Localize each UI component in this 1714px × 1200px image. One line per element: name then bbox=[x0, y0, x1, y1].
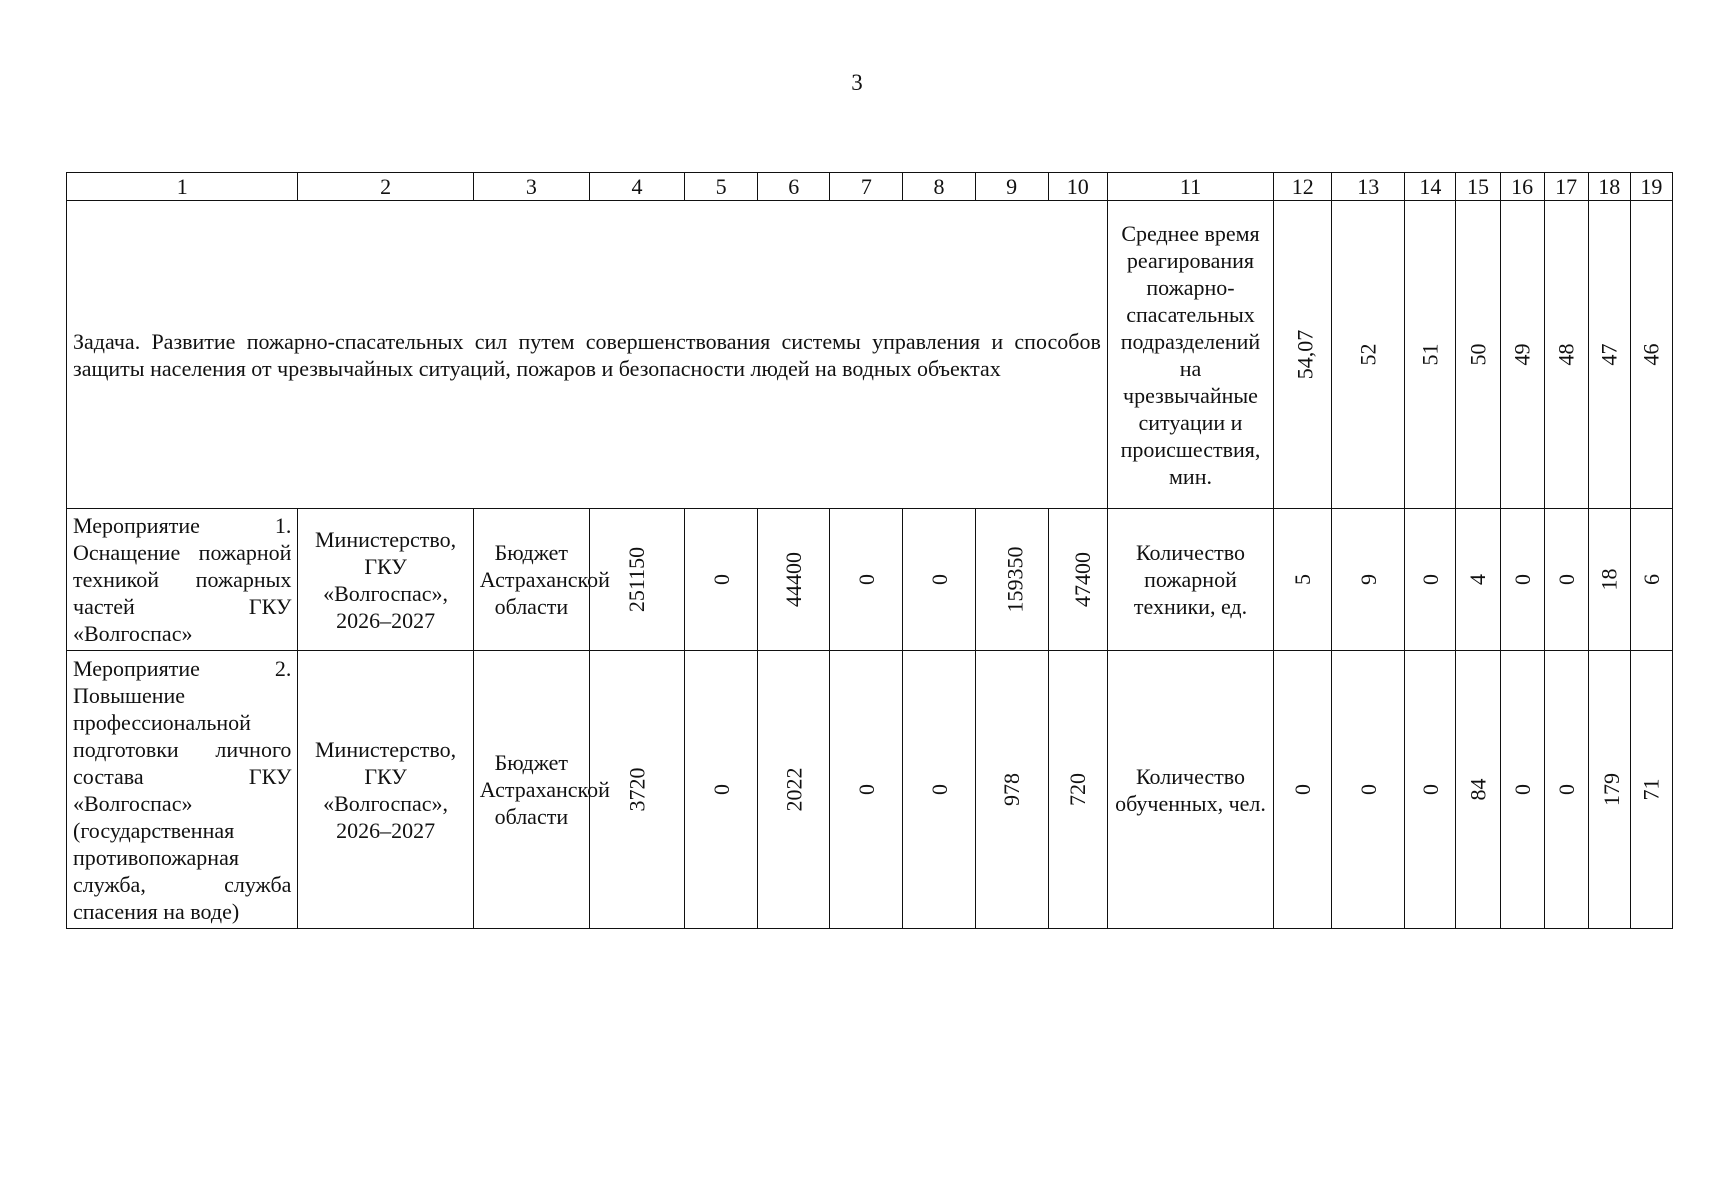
finance-value: 0 bbox=[853, 574, 879, 585]
indicator-value-cell bbox=[1588, 509, 1630, 651]
column-number: 9 bbox=[975, 173, 1048, 201]
indicator-value: 47 bbox=[1596, 343, 1622, 366]
activity-executor: Министерство, ГКУ «Волгоспас», 2026–2027 bbox=[298, 509, 473, 651]
column-number: 11 bbox=[1107, 173, 1273, 201]
activity-funding-source: Бюджет Астраханской области bbox=[473, 651, 589, 929]
column-number: 16 bbox=[1500, 173, 1544, 201]
indicator-value-cell bbox=[1274, 201, 1332, 509]
finance-cell bbox=[975, 509, 1048, 651]
activity-funding-source: Бюджет Астраханской области bbox=[473, 509, 589, 651]
finance-cell bbox=[685, 509, 758, 651]
task-row bbox=[67, 201, 1673, 509]
indicator-value-cell bbox=[1588, 201, 1630, 509]
finance-cell bbox=[685, 651, 758, 929]
finance-cell bbox=[830, 509, 903, 651]
indicator-value: 0 bbox=[1553, 784, 1579, 795]
indicator-value-cell bbox=[1544, 651, 1588, 929]
finance-value: 2022 bbox=[781, 767, 807, 812]
activity-indicator: Количество обученных, чел. bbox=[1107, 651, 1273, 929]
finance-value: 47400 bbox=[1069, 552, 1095, 607]
indicator-value: 0 bbox=[1509, 574, 1535, 585]
activity-indicator: Количество пожарной техники, ед. bbox=[1107, 509, 1273, 651]
indicator-value-cell bbox=[1588, 651, 1630, 929]
finance-cell bbox=[903, 509, 975, 651]
column-number: 2 bbox=[298, 173, 473, 201]
indicator-value-cell bbox=[1500, 509, 1544, 651]
indicator-value-cell bbox=[1274, 509, 1332, 651]
column-number: 14 bbox=[1405, 173, 1456, 201]
indicator-value-cell bbox=[1544, 509, 1588, 651]
finance-cell bbox=[589, 509, 684, 651]
indicator-value: 52 bbox=[1355, 343, 1381, 366]
indicator-value-cell bbox=[1332, 651, 1405, 929]
column-number: 19 bbox=[1630, 173, 1672, 201]
indicator-value-cell bbox=[1630, 509, 1672, 651]
finance-value: 159350 bbox=[1002, 546, 1028, 613]
indicator-value-cell bbox=[1332, 201, 1405, 509]
indicator-value-cell bbox=[1630, 201, 1672, 509]
indicator-value: 46 bbox=[1638, 343, 1664, 366]
indicator-value-cell bbox=[1332, 509, 1405, 651]
column-number: 18 bbox=[1588, 173, 1630, 201]
column-number: 6 bbox=[758, 173, 830, 201]
finance-cell bbox=[758, 509, 830, 651]
column-number: 12 bbox=[1274, 173, 1332, 201]
indicator-value-cell bbox=[1405, 201, 1456, 509]
indicator-value-cell bbox=[1274, 651, 1332, 929]
indicator-value: 71 bbox=[1638, 778, 1664, 801]
indicator-value: 51 bbox=[1417, 343, 1443, 366]
column-number: 8 bbox=[903, 173, 975, 201]
finance-value: 978 bbox=[999, 773, 1025, 806]
finance-cell bbox=[758, 651, 830, 929]
indicator-value: 18 bbox=[1596, 568, 1622, 591]
indicator-value-cell bbox=[1500, 201, 1544, 509]
indicator-value-cell bbox=[1405, 651, 1456, 929]
column-number: 17 bbox=[1544, 173, 1588, 201]
indicator-value-cell bbox=[1456, 509, 1500, 651]
column-number-row bbox=[67, 173, 1673, 201]
activity-name: Мероприятие 1. Оснащение пожарной техникой пожарных частей ГКУ «Волгоспас» bbox=[67, 509, 298, 651]
indicator-value: 84 bbox=[1465, 778, 1491, 801]
indicator-value: 0 bbox=[1509, 784, 1535, 795]
indicator-value: 4 bbox=[1465, 574, 1491, 585]
indicator-value: 9 bbox=[1355, 574, 1381, 585]
indicator-value: 54,07 bbox=[1292, 329, 1318, 380]
column-number: 1 bbox=[67, 173, 298, 201]
finance-cell bbox=[1048, 651, 1107, 929]
finance-cell bbox=[903, 651, 975, 929]
finance-value: 0 bbox=[708, 574, 734, 585]
indicator-value: 6 bbox=[1638, 574, 1664, 585]
indicator-value: 48 bbox=[1553, 343, 1579, 366]
finance-value: 3720 bbox=[624, 767, 650, 812]
indicator-value-cell bbox=[1456, 201, 1500, 509]
indicator-value: 0 bbox=[1355, 784, 1381, 795]
finance-cell bbox=[1048, 509, 1107, 651]
indicator-value: 0 bbox=[1553, 574, 1579, 585]
indicator-value: 5 bbox=[1290, 574, 1316, 585]
indicator-value-cell bbox=[1405, 509, 1456, 651]
finance-value: 720 bbox=[1065, 773, 1091, 806]
finance-value: 0 bbox=[853, 784, 879, 795]
column-number: 5 bbox=[685, 173, 758, 201]
finance-cell bbox=[830, 651, 903, 929]
finance-value: 0 bbox=[926, 784, 952, 795]
column-number: 7 bbox=[830, 173, 903, 201]
page-number: 3 bbox=[851, 70, 863, 95]
program-table bbox=[66, 172, 1673, 929]
finance-value: 251150 bbox=[624, 546, 650, 613]
task-indicator: Среднее время реагирования пожарно-спасательных подразделений на чрезвычайные ситуации и происшествия, мин. bbox=[1107, 201, 1273, 509]
indicator-value-cell bbox=[1630, 651, 1672, 929]
indicator-value-cell bbox=[1544, 201, 1588, 509]
column-number: 13 bbox=[1332, 173, 1405, 201]
indicator-value: 0 bbox=[1417, 784, 1443, 795]
column-number: 10 bbox=[1048, 173, 1107, 201]
indicator-value: 179 bbox=[1598, 773, 1624, 806]
task-description: Задача. Развитие пожарно-спасательных сил путем совершенствования системы управления и способов защиты населения от чрезвычайных ситуаций, пожаров и безопасности людей на водных объектах bbox=[67, 201, 1108, 509]
finance-value: 44400 bbox=[781, 552, 807, 607]
activity-row bbox=[67, 651, 1673, 929]
activity-executor: Министерство, ГКУ «Волгоспас», 2026–2027 bbox=[298, 651, 473, 929]
activity-row bbox=[67, 509, 1673, 651]
column-number: 3 bbox=[473, 173, 589, 201]
indicator-value: 0 bbox=[1290, 784, 1316, 795]
indicator-value: 49 bbox=[1509, 343, 1535, 366]
activity-name: Мероприятие 2. Повышение профессиональной подготовки личного состава ГКУ «Волгоспас» (государственная противопожарная служба, служба спасения на воде) bbox=[67, 651, 298, 929]
finance-cell bbox=[975, 651, 1048, 929]
indicator-value-cell bbox=[1500, 651, 1544, 929]
finance-value: 0 bbox=[708, 784, 734, 795]
indicator-value: 0 bbox=[1417, 574, 1443, 585]
finance-value: 0 bbox=[926, 574, 952, 585]
indicator-value-cell bbox=[1456, 651, 1500, 929]
column-number: 15 bbox=[1456, 173, 1500, 201]
column-number: 4 bbox=[589, 173, 684, 201]
indicator-value: 50 bbox=[1465, 343, 1491, 366]
